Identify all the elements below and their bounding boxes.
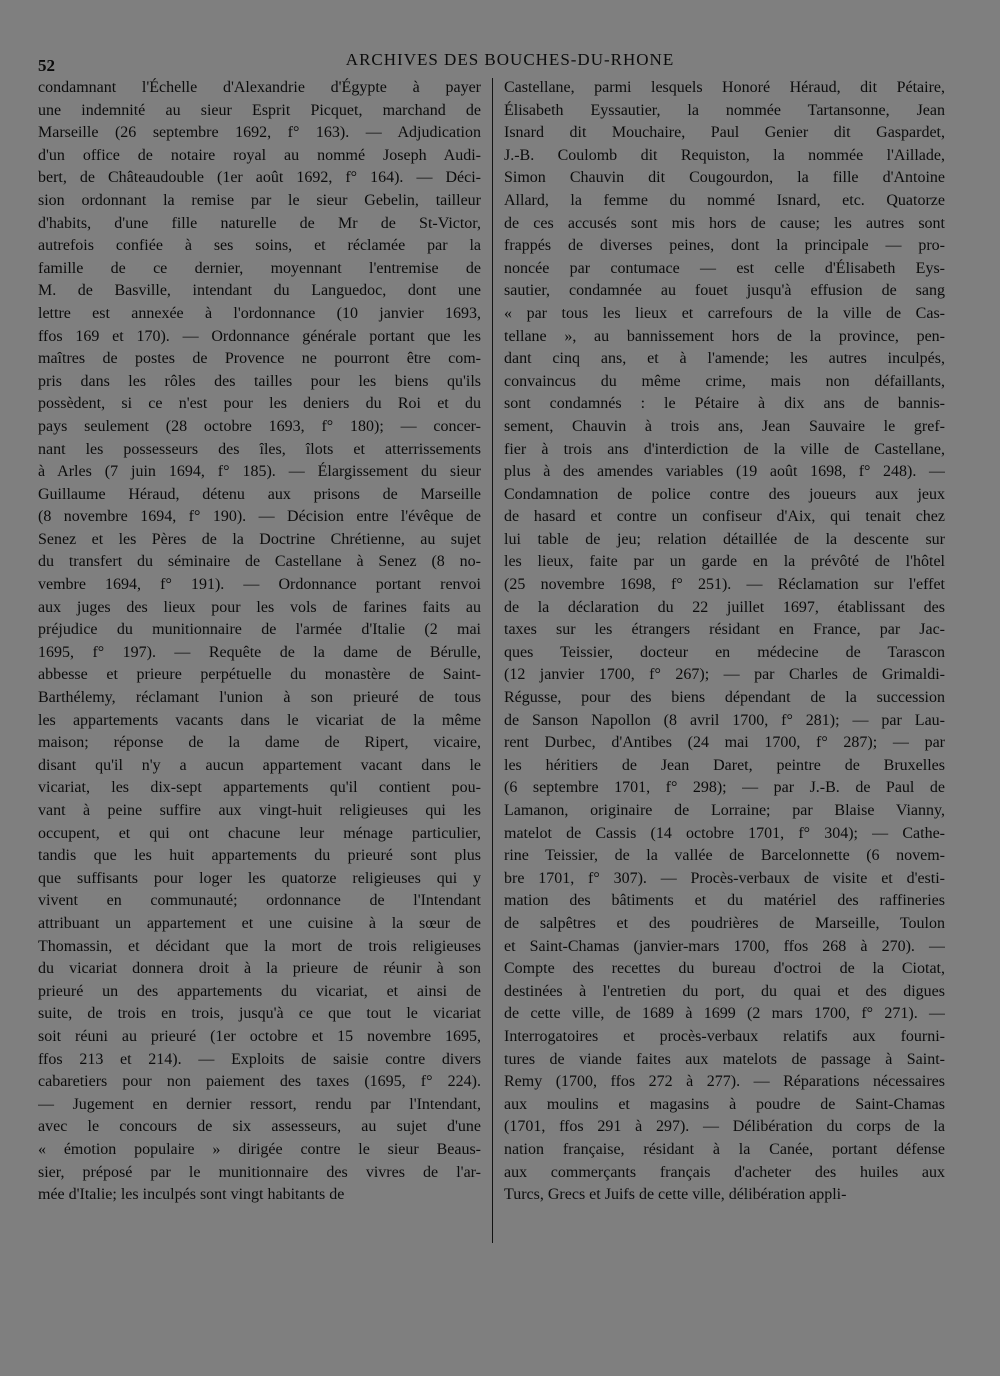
text-line: tandis que les huit appartements du prieuré sont plus: [38, 847, 481, 865]
text-line: M. de Basville, intendant du Languedoc, dont une: [38, 282, 481, 300]
text-line: possèdent, si ce n'est pour les deniers du Roi et du: [38, 395, 481, 413]
text-line: taxes sur les étrangers résidant en France, par Jac-: [504, 621, 945, 639]
text-line: aux juges des lieux pour les vols de farines faits au: [38, 598, 481, 616]
text-line: maison; réponse de la dame de Ripert, vicaire,: [38, 734, 481, 752]
text-line: de cette ville, de 1689 à 1699 (2 mars 1700, f° 271). —: [504, 1005, 945, 1023]
text-line: les appartements vacants dans le vicariat de la même: [38, 711, 481, 729]
text-line: ques Teissier, docteur en médecine de Tarascon: [504, 643, 945, 661]
text-line: soit réuni au prieuré (1er octobre et 15 novembre 1695,: [38, 1027, 481, 1045]
text-line: mée d'Italie; les inculpés sont vingt habitants de: [38, 1186, 345, 1204]
text-line: occupent, et qui ont chacune leur ménage particulier,: [38, 824, 481, 842]
text-line: que suffisants pour loger les quatorze religieuses qui y: [38, 869, 481, 887]
text-line: les lieux, faite par un garde en la prévôté de l'hôtel: [504, 553, 945, 571]
text-line: (1701, ffos 291 à 297). — Délibération du corps de la: [504, 1118, 945, 1136]
text-line: vant à peine suffire aux vingt-huit religieuses qui les: [38, 802, 481, 819]
text-line: Thomassin, et décidant que la mort de trois religieuses: [38, 937, 481, 955]
text-line: sier, préposé par le munitionnaire des vivres de l'ar-: [38, 1163, 481, 1181]
text-line: et Saint-Chamas (janvier-mars 1700, ffos 268 à 270). —: [504, 937, 945, 955]
text-line: les héritiers de Jean Daret, peintre de Bruxelles: [504, 756, 945, 774]
text-line: rine Teissier, de la vallée de Barcelonnette (6 novem-: [504, 847, 945, 865]
text-line: de Sanson Napollon (8 avril 1700, f° 281); — par Lau-: [504, 711, 945, 729]
text-line: du transfert du séminaire de Castellane à Senez (8 no-: [38, 553, 481, 571]
right-column: [504, 77, 945, 1207]
text-line: — Jugement en dernier ressort, rendu par l'Intendant,: [38, 1095, 481, 1113]
text-line: disant qu'il n'y a aucun appartement vacant dans le: [38, 756, 481, 774]
text-line: dant cinq ans, et à l'amende; les autres inculpés,: [504, 350, 945, 368]
text-line: Marseille (26 septembre 1692, f° 163). — Adjudication: [38, 124, 481, 142]
text-line: à Arles (7 juin 1694, f° 185). — Élargissement du sieur: [38, 463, 481, 481]
text-line: autrefois confiée à ses soins, et réclamée par la: [38, 237, 481, 255]
text-line: d'habits, d'une fille naturelle de Mr de St-Victor,: [38, 214, 481, 232]
text-line: maîtres de postes de Provence ne pourront être com-: [38, 350, 481, 368]
text-line: bert, de Châteaudouble (1er août 1692, f° 164). — Déci-: [38, 169, 481, 187]
text-line: plus à des amendes variables (19 août 1698, f° 248). —: [504, 463, 945, 481]
text-line: Élisabeth Eyssautier, la nommée Tartansonne, Jean: [504, 101, 945, 119]
text-line: Interrogatoires et procès-verbaux relatifs aux fourni-: [504, 1027, 945, 1045]
text-line: Lamanon, originaire de Lorraine; par Blaise Vianny,: [504, 802, 945, 819]
text-line: « par tous les lieux et carrefours de la ville de Cas-: [504, 304, 945, 322]
text-line: Condamnation de police contre des joueurs aux jeux: [504, 485, 945, 503]
text-line: ffos 213 et 214). — Exploits de saisie contre divers: [38, 1050, 481, 1068]
text-line: Guillaume Héraud, détenu aux prisons de Marseille: [38, 485, 481, 503]
text-line: de la déclaration du 22 juillet 1697, établissant des: [504, 598, 945, 616]
text-line: aux moulins et magasins à poudre de Saint-Chamas: [504, 1095, 945, 1113]
text-line: convaincus du même crime, mais non défaillants,: [504, 372, 945, 390]
text-line: 1695, f° 197). — Requête de la dame de Bérulle,: [38, 643, 481, 661]
text-line: vicariat, les dix-sept appartements qu'il contient pou-: [38, 779, 481, 797]
text-line: destinées à l'entretien du port, du quai et des digues: [504, 982, 945, 1000]
text-line: fier à trois ans d'interdiction de la ville de Castellane,: [504, 440, 945, 458]
text-line: frappés de diverses peines, dont la principale — pro-: [504, 237, 945, 255]
text-line: d'un office de notaire royal au nommé Joseph Audi-: [38, 146, 481, 164]
text-line: Castellane, parmi lesquels Honoré Héraud, dit Pétaire,: [504, 79, 945, 96]
text-line: condamnant l'Échelle d'Alexandrie d'Égypte à payer: [38, 79, 481, 96]
text-line: de ces accusés sont mis hors de cause; les autres sont: [504, 214, 945, 232]
text-line: sautier, condamnée au fouet jusqu'à effusion de sang: [504, 282, 945, 300]
text-line: sement, Chauvin à trois ans, Jean Sauvaire le gref-: [504, 417, 945, 435]
text-line: prieuré un des appartements du vicariat, et ainsi de: [38, 982, 481, 1000]
text-line: Régusse, pour des biens dépendant de la succession: [504, 689, 945, 707]
text-line: de hasard et contre un confiseur d'Aix, qui tenait chez: [504, 508, 945, 526]
text-line: Simon Chauvin dit Cougourdon, la fille d'Antoine: [504, 169, 945, 187]
text-line: Senez et les Pères de la Doctrine Chrétienne, au sujet: [38, 530, 481, 548]
text-line: Remy (1700, ffos 272 à 277). — Réparations nécessaires: [504, 1073, 945, 1091]
text-line: nation française, résidant à la Canée, portant défense: [504, 1140, 945, 1158]
text-line: lettre est annexée à l'ordonnance (10 janvier 1693,: [38, 304, 481, 322]
text-line: aux commerçants français d'acheter des huiles aux: [504, 1163, 945, 1181]
text-line: pays seulement (28 octobre 1693, f° 180); — concer-: [38, 417, 481, 435]
text-line: (25 novembre 1698, f° 251). — Réclamation sur l'effet: [504, 576, 945, 594]
text-line: tellane », au bannissement hors de la province, pen-: [504, 327, 945, 345]
text-line: abbesse et prieure perpétuelle du monastère de Saint-: [38, 666, 481, 684]
text-line: nant les possesseurs des îles, îlots et atterrissements: [38, 440, 481, 458]
text-line: lui table de jeu; relation détaillée de la descente sur: [504, 530, 945, 548]
text-line: bre 1701, f° 307). — Procès-verbaux de visite et d'esti-: [504, 869, 945, 887]
text-line: matelot de Cassis (14 octobre 1701, f° 304); — Cathe-: [504, 824, 945, 842]
text-line: (12 janvier 1700, f° 267); — par Charles de Grimaldi-: [504, 666, 945, 684]
text-line: du vicariat donnera droit à la prieure de réunir à son: [38, 960, 481, 978]
text-line: de salpêtres et des poudrières de Marseille, Toulon: [504, 914, 945, 932]
text-line: vivent en communauté; ordonnance de l'Intendant: [38, 892, 481, 910]
text-line: suite, de trois en trois, jusqu'à ce que tout le vicariat: [38, 1005, 481, 1023]
column-rule: [492, 78, 493, 1243]
left-column: [38, 77, 481, 1207]
text-line: une indemnité au sieur Esprit Picquet, marchand de: [38, 101, 481, 119]
text-line: Allard, la femme du nommé Isnard, etc. Quatorze: [504, 191, 945, 209]
text-line: (8 novembre 1694, f° 190). — Décision entre l'évêque de: [38, 508, 481, 526]
running-title: ARCHIVES DES BOUCHES-DU-RHONE: [345, 50, 675, 69]
text-line: Barthélemy, réclamant l'union à son prieuré de tous: [38, 689, 481, 707]
text-line: J.-B. Coulomb dit Requiston, la nommée l'Aillade,: [504, 146, 945, 164]
text-line: sont condamnés : le Pétaire à dix ans de bannis-: [504, 395, 945, 413]
text-line: Compte des recettes du bureau d'octroi de la Ciotat,: [504, 960, 945, 978]
text-line: cabaretiers pour non paiement des taxes (1695, f° 224).: [38, 1073, 481, 1091]
text-line: pris dans les rôles des tailles pour les biens qu'ils: [38, 372, 481, 390]
text-line: noncée par contumace — est celle d'Élisabeth Eys-: [504, 259, 945, 277]
text-line: mation des bâtiments et du matériel des raffineries: [504, 892, 945, 910]
text-line: ffos 169 et 170). — Ordonnance générale portant que les: [38, 327, 481, 345]
text-line: rent Durbec, d'Antibes (24 mai 1700, f° 287); — par: [504, 734, 945, 752]
text-line: (6 septembre 1701, f° 298); — par J.-B. de Paul de: [504, 779, 945, 797]
text-line: préjudice du munitionnaire de l'armée d'Italie (2 mai: [38, 621, 481, 639]
text-line: Turcs, Grecs et Juifs de cette ville, délibération appli-: [504, 1186, 847, 1204]
text-line: Isnard dit Mouchaire, Paul Genier dit Gaspardet,: [504, 124, 945, 142]
page-number: 52: [38, 56, 55, 75]
text-line: sion ordonnant la remise par le sieur Gebelin, tailleur: [38, 191, 481, 209]
text-line: « émotion populaire » dirigée contre le sieur Beaus-: [38, 1140, 481, 1158]
text-line: avec le concours de six assesseurs, au sujet d'une: [38, 1118, 481, 1136]
text-line: tures de viande faites aux matelots de passage à Saint-: [504, 1050, 945, 1068]
text-line: attribuant un appartement et une cuisine à la sœur de: [38, 914, 481, 932]
text-line: vembre 1694, f° 191). — Ordonnance portant renvoi: [38, 576, 481, 594]
text-line: famille de ce dernier, moyennant l'entremise de: [38, 259, 481, 277]
